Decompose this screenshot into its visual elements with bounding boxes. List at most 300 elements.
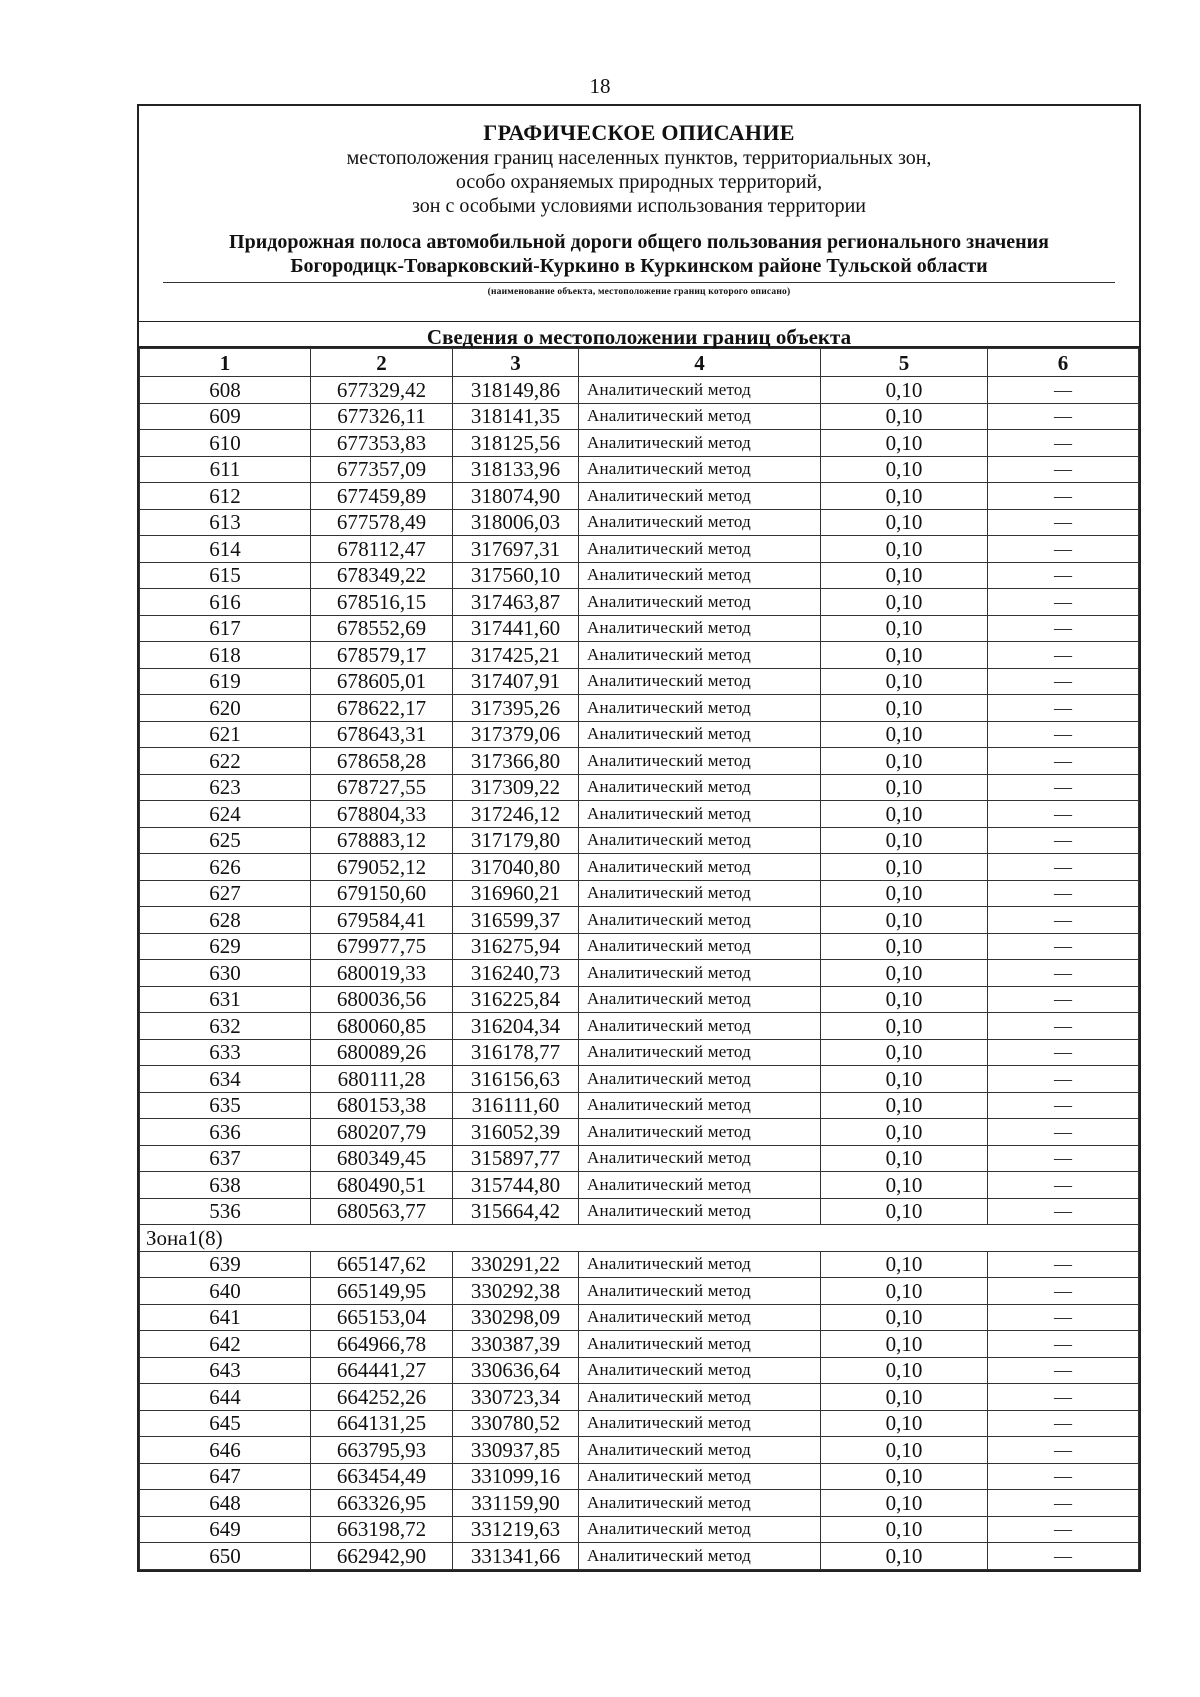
x-coordinate-cell: 663326,95 [311, 1490, 453, 1517]
x-coordinate-cell: 663198,72 [311, 1516, 453, 1543]
x-coordinate-cell: 677353,83 [311, 430, 453, 457]
method-cell: Аналитический метод [579, 721, 821, 748]
description-cell: — [988, 1013, 1139, 1040]
table-row [140, 615, 1139, 642]
y-coordinate-cell: 318149,86 [453, 377, 579, 404]
table-row [140, 1039, 1139, 1066]
y-coordinate-cell: 317040,80 [453, 854, 579, 881]
subtitle-line: особо охраняемых природных территорий, [455, 171, 823, 193]
description-cell: — [988, 1039, 1139, 1066]
x-coordinate-cell: 678552,69 [311, 615, 453, 642]
column-header: 5 [821, 349, 988, 377]
method-cell: Аналитический метод [579, 1198, 821, 1225]
x-coordinate-cell: 678804,33 [311, 801, 453, 828]
method-cell: Аналитический метод [579, 960, 821, 987]
point-number-cell: 620 [140, 695, 311, 722]
method-cell: Аналитический метод [579, 986, 821, 1013]
x-coordinate-cell: 679584,41 [311, 907, 453, 934]
section-title: Сведения о местоположении границ объекта [139, 322, 1139, 348]
x-coordinate-cell: 664131,25 [311, 1410, 453, 1437]
point-number-cell: 616 [140, 589, 311, 616]
table-row [140, 774, 1139, 801]
y-coordinate-cell: 331219,63 [453, 1516, 579, 1543]
point-number-cell: 648 [140, 1490, 311, 1517]
y-coordinate-cell: 330937,85 [453, 1437, 579, 1464]
point-number-cell: 641 [140, 1304, 311, 1331]
table-row [140, 801, 1139, 828]
method-cell: Аналитический метод [579, 1437, 821, 1464]
method-cell: Аналитический метод [579, 774, 821, 801]
y-coordinate-cell: 330292,38 [453, 1278, 579, 1305]
description-cell: — [988, 880, 1139, 907]
method-cell: Аналитический метод [579, 854, 821, 881]
description-cell: — [988, 1092, 1139, 1119]
accuracy-cell: 0,10 [821, 403, 988, 430]
description-cell: — [988, 1172, 1139, 1199]
table-row [140, 1410, 1139, 1437]
accuracy-cell: 0,10 [821, 1092, 988, 1119]
x-coordinate-cell: 679977,75 [311, 933, 453, 960]
coordinates-table [139, 348, 1139, 1570]
accuracy-cell: 0,10 [821, 1437, 988, 1464]
accuracy-cell: 0,10 [821, 1490, 988, 1517]
x-coordinate-cell: 680060,85 [311, 1013, 453, 1040]
column-header: 2 [311, 349, 453, 377]
x-coordinate-cell: 680563,77 [311, 1198, 453, 1225]
y-coordinate-cell: 318133,96 [453, 456, 579, 483]
y-coordinate-cell: 331341,66 [453, 1543, 579, 1570]
y-coordinate-cell: 331099,16 [453, 1463, 579, 1490]
x-coordinate-cell: 678883,12 [311, 827, 453, 854]
x-coordinate-cell: 680036,56 [311, 986, 453, 1013]
subtitle-line: местоположения границ населенных пунктов, территориальных зон, [346, 147, 932, 169]
column-header: 1 [140, 349, 311, 377]
accuracy-cell: 0,10 [821, 536, 988, 563]
x-coordinate-cell: 680111,28 [311, 1066, 453, 1093]
y-coordinate-cell: 330780,52 [453, 1410, 579, 1437]
table-row [140, 1119, 1139, 1146]
table-row [140, 1092, 1139, 1119]
point-number-cell: 633 [140, 1039, 311, 1066]
y-coordinate-cell: 315744,80 [453, 1172, 579, 1199]
point-number-cell: 619 [140, 668, 311, 695]
accuracy-cell: 0,10 [821, 1463, 988, 1490]
y-coordinate-cell: 316240,73 [453, 960, 579, 987]
y-coordinate-cell: 318125,56 [453, 430, 579, 457]
method-cell: Аналитический метод [579, 456, 821, 483]
point-number-cell: 623 [140, 774, 311, 801]
column-header: 3 [453, 349, 579, 377]
method-cell: Аналитический метод [579, 1278, 821, 1305]
accuracy-cell: 0,10 [821, 960, 988, 987]
method-cell: Аналитический метод [579, 562, 821, 589]
table-row [140, 1066, 1139, 1093]
description-cell: — [988, 1516, 1139, 1543]
x-coordinate-cell: 680089,26 [311, 1039, 453, 1066]
accuracy-cell: 0,10 [821, 430, 988, 457]
description-cell: — [988, 430, 1139, 457]
method-cell: Аналитический метод [579, 430, 821, 457]
table-body [140, 377, 1139, 1570]
table-row [140, 1145, 1139, 1172]
accuracy-cell: 0,10 [821, 483, 988, 510]
point-number-cell: 610 [140, 430, 311, 457]
y-coordinate-cell: 315664,42 [453, 1198, 579, 1225]
accuracy-cell: 0,10 [821, 907, 988, 934]
description-cell: — [988, 774, 1139, 801]
accuracy-cell: 0,10 [821, 695, 988, 722]
point-number-cell: 638 [140, 1172, 311, 1199]
x-coordinate-cell: 677578,49 [311, 509, 453, 536]
method-cell: Аналитический метод [579, 1119, 821, 1146]
description-cell: — [988, 377, 1139, 404]
x-coordinate-cell: 680153,38 [311, 1092, 453, 1119]
method-cell: Аналитический метод [579, 483, 821, 510]
x-coordinate-cell: 680019,33 [311, 960, 453, 987]
y-coordinate-cell: 330387,39 [453, 1331, 579, 1358]
document-frame [137, 104, 1141, 1572]
x-coordinate-cell: 665149,95 [311, 1278, 453, 1305]
accuracy-cell: 0,10 [821, 1119, 988, 1146]
table-row [140, 748, 1139, 775]
method-cell: Аналитический метод [579, 801, 821, 828]
table-row [140, 483, 1139, 510]
description-cell: — [988, 615, 1139, 642]
x-coordinate-cell: 677329,42 [311, 377, 453, 404]
table-header-row [140, 349, 1139, 377]
point-number-cell: 643 [140, 1357, 311, 1384]
table-row [140, 403, 1139, 430]
x-coordinate-cell: 662942,90 [311, 1543, 453, 1570]
y-coordinate-cell: 317395,26 [453, 695, 579, 722]
point-number-cell: 644 [140, 1384, 311, 1411]
object-note: (наименование объекта, местоположение границ которого описано) [487, 287, 791, 297]
accuracy-cell: 0,10 [821, 1543, 988, 1570]
table-row [140, 642, 1139, 669]
table-row [140, 960, 1139, 987]
x-coordinate-cell: 678643,31 [311, 721, 453, 748]
description-cell: — [988, 642, 1139, 669]
point-number-cell: 634 [140, 1066, 311, 1093]
accuracy-cell: 0,10 [821, 562, 988, 589]
y-coordinate-cell: 315897,77 [453, 1145, 579, 1172]
document-title: ГРАФИЧЕСКОЕ ОПИСАНИЕ [483, 120, 795, 145]
accuracy-cell: 0,10 [821, 1172, 988, 1199]
table-row [140, 1304, 1139, 1331]
description-cell: — [988, 1410, 1139, 1437]
method-cell: Аналитический метод [579, 1331, 821, 1358]
table-row [140, 1463, 1139, 1490]
y-coordinate-cell: 317366,80 [453, 748, 579, 775]
description-cell: — [988, 589, 1139, 616]
y-coordinate-cell: 331159,90 [453, 1490, 579, 1517]
point-number-cell: 609 [140, 403, 311, 430]
method-cell: Аналитический метод [579, 1145, 821, 1172]
description-cell: — [988, 1384, 1139, 1411]
method-cell: Аналитический метод [579, 933, 821, 960]
point-number-cell: 611 [140, 456, 311, 483]
y-coordinate-cell: 317560,10 [453, 562, 579, 589]
point-number-cell: 629 [140, 933, 311, 960]
method-cell: Аналитический метод [579, 1463, 821, 1490]
method-cell: Аналитический метод [579, 589, 821, 616]
accuracy-cell: 0,10 [821, 1198, 988, 1225]
accuracy-cell: 0,10 [821, 933, 988, 960]
y-coordinate-cell: 317379,06 [453, 721, 579, 748]
x-coordinate-cell: 680490,51 [311, 1172, 453, 1199]
table-row [140, 509, 1139, 536]
accuracy-cell: 0,10 [821, 748, 988, 775]
x-coordinate-cell: 679052,12 [311, 854, 453, 881]
document-header [139, 106, 1139, 322]
accuracy-cell: 0,10 [821, 854, 988, 881]
description-cell: — [988, 456, 1139, 483]
accuracy-cell: 0,10 [821, 1039, 988, 1066]
x-coordinate-cell: 665147,62 [311, 1251, 453, 1278]
method-cell: Аналитический метод [579, 403, 821, 430]
y-coordinate-cell: 316599,37 [453, 907, 579, 934]
point-number-cell: 626 [140, 854, 311, 881]
x-coordinate-cell: 664966,78 [311, 1331, 453, 1358]
description-cell: — [988, 403, 1139, 430]
accuracy-cell: 0,10 [821, 1357, 988, 1384]
accuracy-cell: 0,10 [821, 1278, 988, 1305]
point-number-cell: 639 [140, 1251, 311, 1278]
point-number-cell: 635 [140, 1092, 311, 1119]
object-name-line: Богородицк-Товарковский-Куркино в Куркинском районе Тульской области [290, 255, 988, 277]
point-number-cell: 628 [140, 907, 311, 934]
table-row [140, 880, 1139, 907]
y-coordinate-cell: 317407,91 [453, 668, 579, 695]
y-coordinate-cell: 318006,03 [453, 509, 579, 536]
description-cell: — [988, 1331, 1139, 1358]
y-coordinate-cell: 316204,34 [453, 1013, 579, 1040]
x-coordinate-cell: 678622,17 [311, 695, 453, 722]
point-number-cell: 647 [140, 1463, 311, 1490]
description-cell: — [988, 562, 1139, 589]
table-row [140, 1172, 1139, 1199]
description-cell: — [988, 1278, 1139, 1305]
point-number-cell: 622 [140, 748, 311, 775]
description-cell: — [988, 1490, 1139, 1517]
method-cell: Аналитический метод [579, 1172, 821, 1199]
table-row [140, 1198, 1139, 1225]
method-cell: Аналитический метод [579, 827, 821, 854]
page-number: 18 [589, 74, 611, 98]
method-cell: Аналитический метод [579, 1013, 821, 1040]
description-cell: — [988, 1437, 1139, 1464]
y-coordinate-cell: 330291,22 [453, 1251, 579, 1278]
accuracy-cell: 0,10 [821, 880, 988, 907]
table-row [140, 377, 1139, 404]
table-row [140, 1357, 1139, 1384]
table-row [140, 1437, 1139, 1464]
point-number-cell: 612 [140, 483, 311, 510]
x-coordinate-cell: 679150,60 [311, 880, 453, 907]
accuracy-cell: 0,10 [821, 642, 988, 669]
y-coordinate-cell: 317425,21 [453, 642, 579, 669]
x-coordinate-cell: 678349,22 [311, 562, 453, 589]
method-cell: Аналитический метод [579, 695, 821, 722]
method-cell: Аналитический метод [579, 536, 821, 563]
description-cell: — [988, 668, 1139, 695]
accuracy-cell: 0,10 [821, 668, 988, 695]
column-header: 6 [988, 349, 1139, 377]
method-cell: Аналитический метод [579, 642, 821, 669]
description-cell: — [988, 1119, 1139, 1146]
table-row [140, 1251, 1139, 1278]
description-cell: — [988, 986, 1139, 1013]
point-number-cell: 650 [140, 1543, 311, 1570]
point-number-cell: 646 [140, 1437, 311, 1464]
point-number-cell: 636 [140, 1119, 311, 1146]
point-number-cell: 627 [140, 880, 311, 907]
table-row [140, 1490, 1139, 1517]
method-cell: Аналитический метод [579, 1410, 821, 1437]
description-cell: — [988, 1198, 1139, 1225]
y-coordinate-cell: 330636,64 [453, 1357, 579, 1384]
x-coordinate-cell: 677459,89 [311, 483, 453, 510]
point-number-cell: 625 [140, 827, 311, 854]
description-cell: — [988, 536, 1139, 563]
method-cell: Аналитический метод [579, 1092, 821, 1119]
table-row [140, 668, 1139, 695]
table-row [140, 1278, 1139, 1305]
point-number-cell: 621 [140, 721, 311, 748]
x-coordinate-cell: 678516,15 [311, 589, 453, 616]
method-cell: Аналитический метод [579, 509, 821, 536]
method-cell: Аналитический метод [579, 907, 821, 934]
accuracy-cell: 0,10 [821, 589, 988, 616]
description-cell: — [988, 1357, 1139, 1384]
y-coordinate-cell: 316960,21 [453, 880, 579, 907]
table-row [140, 1384, 1139, 1411]
point-number-cell: 631 [140, 986, 311, 1013]
method-cell: Аналитический метод [579, 615, 821, 642]
description-cell: — [988, 721, 1139, 748]
description-cell: — [988, 960, 1139, 987]
y-coordinate-cell: 318074,90 [453, 483, 579, 510]
x-coordinate-cell: 677326,11 [311, 403, 453, 430]
y-coordinate-cell: 316052,39 [453, 1119, 579, 1146]
point-number-cell: 608 [140, 377, 311, 404]
x-coordinate-cell: 678579,17 [311, 642, 453, 669]
y-coordinate-cell: 317179,80 [453, 827, 579, 854]
point-number-cell: 614 [140, 536, 311, 563]
point-number-cell: 640 [140, 1278, 311, 1305]
x-coordinate-cell: 663454,49 [311, 1463, 453, 1490]
x-coordinate-cell: 665153,04 [311, 1304, 453, 1331]
accuracy-cell: 0,10 [821, 1410, 988, 1437]
description-cell: — [988, 1543, 1139, 1570]
y-coordinate-cell: 330298,09 [453, 1304, 579, 1331]
y-coordinate-cell: 317441,60 [453, 615, 579, 642]
description-cell: — [988, 695, 1139, 722]
description-cell: — [988, 1463, 1139, 1490]
accuracy-cell: 0,10 [821, 1013, 988, 1040]
zone-row [140, 1225, 1139, 1252]
table-row [140, 854, 1139, 881]
table-row [140, 907, 1139, 934]
column-header: 4 [579, 349, 821, 377]
point-number-cell: 632 [140, 1013, 311, 1040]
table-row [140, 1543, 1139, 1570]
description-cell: — [988, 748, 1139, 775]
point-number-cell: 649 [140, 1516, 311, 1543]
table-row [140, 1013, 1139, 1040]
accuracy-cell: 0,10 [821, 986, 988, 1013]
method-cell: Аналитический метод [579, 1304, 821, 1331]
x-coordinate-cell: 678658,28 [311, 748, 453, 775]
table-row [140, 986, 1139, 1013]
point-number-cell: 613 [140, 509, 311, 536]
accuracy-cell: 0,10 [821, 1331, 988, 1358]
accuracy-cell: 0,10 [821, 1384, 988, 1411]
description-cell: — [988, 801, 1139, 828]
object-name-line: Придорожная полоса автомобильной дороги общего пользования регионального значения [229, 231, 1049, 253]
method-cell: Аналитический метод [579, 1039, 821, 1066]
y-coordinate-cell: 330723,34 [453, 1384, 579, 1411]
x-coordinate-cell: 677357,09 [311, 456, 453, 483]
accuracy-cell: 0,10 [821, 1145, 988, 1172]
method-cell: Аналитический метод [579, 1251, 821, 1278]
accuracy-cell: 0,10 [821, 1251, 988, 1278]
accuracy-cell: 0,10 [821, 1304, 988, 1331]
accuracy-cell: 0,10 [821, 721, 988, 748]
point-number-cell: 630 [140, 960, 311, 987]
accuracy-cell: 0,10 [821, 774, 988, 801]
x-coordinate-cell: 678727,55 [311, 774, 453, 801]
method-cell: Аналитический метод [579, 1384, 821, 1411]
divider [163, 282, 1115, 283]
table-row [140, 827, 1139, 854]
table-row [140, 933, 1139, 960]
point-number-cell: 624 [140, 801, 311, 828]
y-coordinate-cell: 318141,35 [453, 403, 579, 430]
x-coordinate-cell: 678112,47 [311, 536, 453, 563]
method-cell: Аналитический метод [579, 1516, 821, 1543]
method-cell: Аналитический метод [579, 377, 821, 404]
y-coordinate-cell: 317697,31 [453, 536, 579, 563]
description-cell: — [988, 1304, 1139, 1331]
table-row [140, 1516, 1139, 1543]
subtitle-line: зон с особыми условиями использования территории [411, 195, 867, 217]
method-cell: Аналитический метод [579, 748, 821, 775]
table-row [140, 562, 1139, 589]
description-cell: — [988, 933, 1139, 960]
accuracy-cell: 0,10 [821, 1516, 988, 1543]
accuracy-cell: 0,10 [821, 615, 988, 642]
y-coordinate-cell: 316225,84 [453, 986, 579, 1013]
zone-label: Зона1(8) [140, 1225, 1139, 1252]
table-row [140, 430, 1139, 457]
accuracy-cell: 0,10 [821, 456, 988, 483]
y-coordinate-cell: 316156,63 [453, 1066, 579, 1093]
description-cell: — [988, 854, 1139, 881]
y-coordinate-cell: 316178,77 [453, 1039, 579, 1066]
table-row [140, 456, 1139, 483]
method-cell: Аналитический метод [579, 880, 821, 907]
x-coordinate-cell: 680207,79 [311, 1119, 453, 1146]
description-cell: — [988, 907, 1139, 934]
description-cell: — [988, 1251, 1139, 1278]
method-cell: Аналитический метод [579, 1357, 821, 1384]
accuracy-cell: 0,10 [821, 827, 988, 854]
accuracy-cell: 0,10 [821, 1066, 988, 1093]
y-coordinate-cell: 317309,22 [453, 774, 579, 801]
point-number-cell: 642 [140, 1331, 311, 1358]
x-coordinate-cell: 680349,45 [311, 1145, 453, 1172]
